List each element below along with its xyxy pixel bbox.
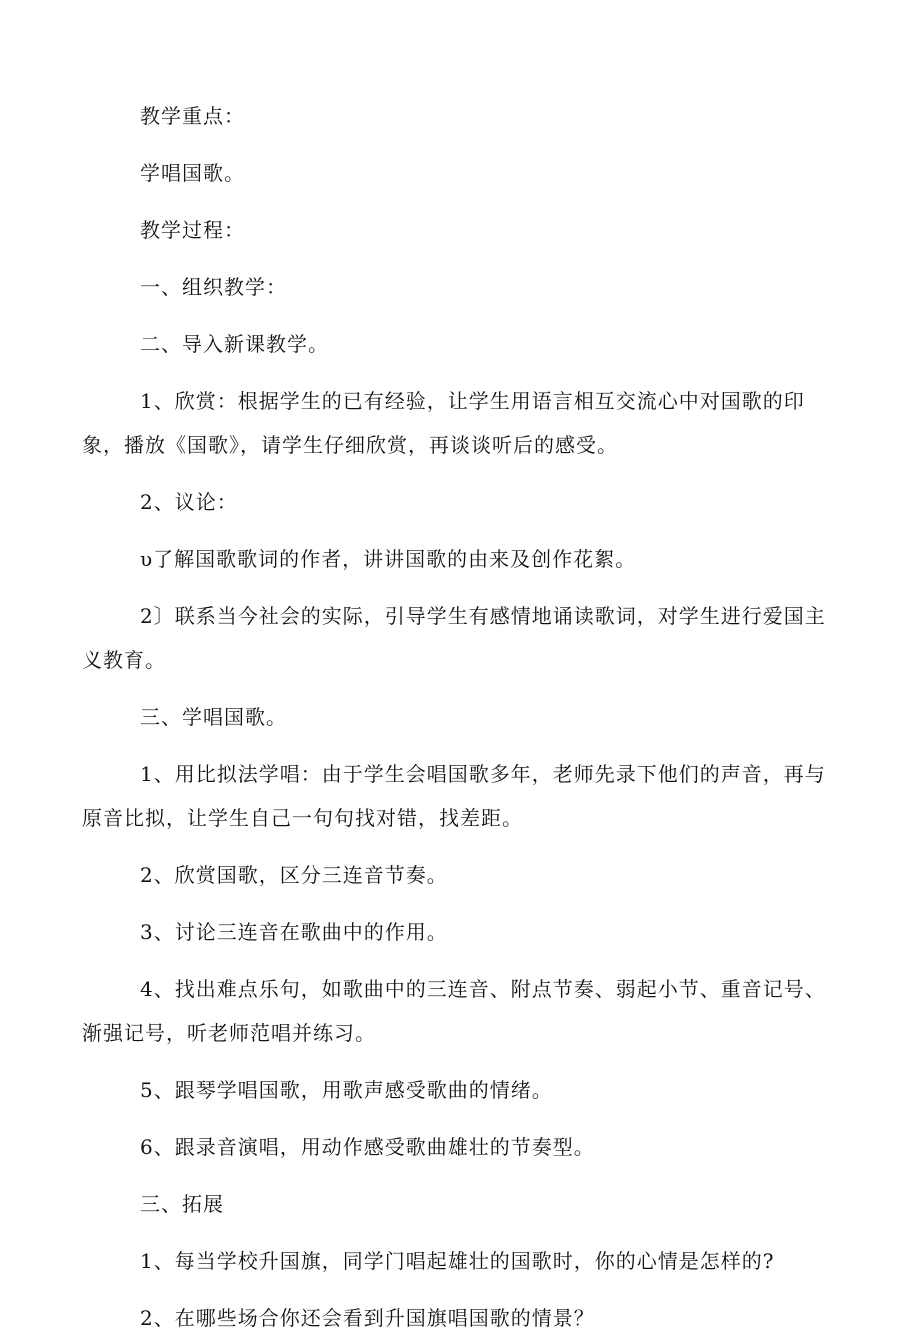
paragraph-item-recording: 6、跟录音演唱，用动作感受歌曲雄壮的节奏型。	[140, 1135, 595, 1159]
paragraph-section-2: 二、导入新课教学。	[140, 332, 329, 356]
paragraph-item-piano: 5、跟琴学唱国歌，用歌声感受歌曲的情绪。	[140, 1078, 553, 1102]
paragraph-item-triplet: 2、欣赏国歌，区分三连音节奏。	[140, 863, 448, 887]
paragraph-question-2: 2、在哪些场合你还会看到升国旗唱国歌的情景？	[140, 1306, 595, 1330]
paragraph-teaching-focus: 学唱国歌。	[140, 161, 245, 185]
paragraph-section-3: 三、学唱国歌。	[140, 705, 287, 729]
paragraph-item-appreciate: 1、欣赏：根据学生的已有经验，让学生用语言相互交流心中对国歌的印象，播放《国歌》，请学生仔细欣赏，再谈谈听后的感受。	[82, 389, 805, 457]
paragraph-item-compare: 1、用比拟法学唱：由于学生会唱国歌多年，老师先录下他们的声音，再与原音比拟，让学生自己一句句找对错，找差距。	[82, 762, 826, 830]
paragraph-teaching-focus-heading: 教学重点：	[140, 104, 245, 128]
paragraph-subitem-1: υ了解国歌歌词的作者，讲讲国歌的由来及创作花絮。	[140, 547, 637, 571]
paragraph-item-discuss: 2、议论：	[140, 490, 238, 514]
paragraph-question-1: 1、每当学校升国旗，同学门唱起雄壮的国歌时，你的心情是怎样的?	[140, 1249, 775, 1273]
paragraph-teaching-process-heading: 教学过程：	[140, 218, 245, 242]
paragraph-section-extension: 三、拓展	[140, 1192, 224, 1216]
paragraph-section-1: 一、组织教学：	[140, 275, 287, 299]
paragraph-item-discuss-triplet: 3、讨论三连音在歌曲中的作用。	[140, 920, 448, 944]
document-body	[82, 94, 830, 1340]
paragraph-item-difficult: 4、找出难点乐句，如歌曲中的三连音、附点节奏、弱起小节、重音记号、渐强记号，听老师范唱并练习。	[82, 977, 826, 1045]
paragraph-subitem-2: 2〕联系当今社会的实际，引导学生有感情地诵读歌词，对学生进行爱国主义教育。	[82, 604, 826, 672]
